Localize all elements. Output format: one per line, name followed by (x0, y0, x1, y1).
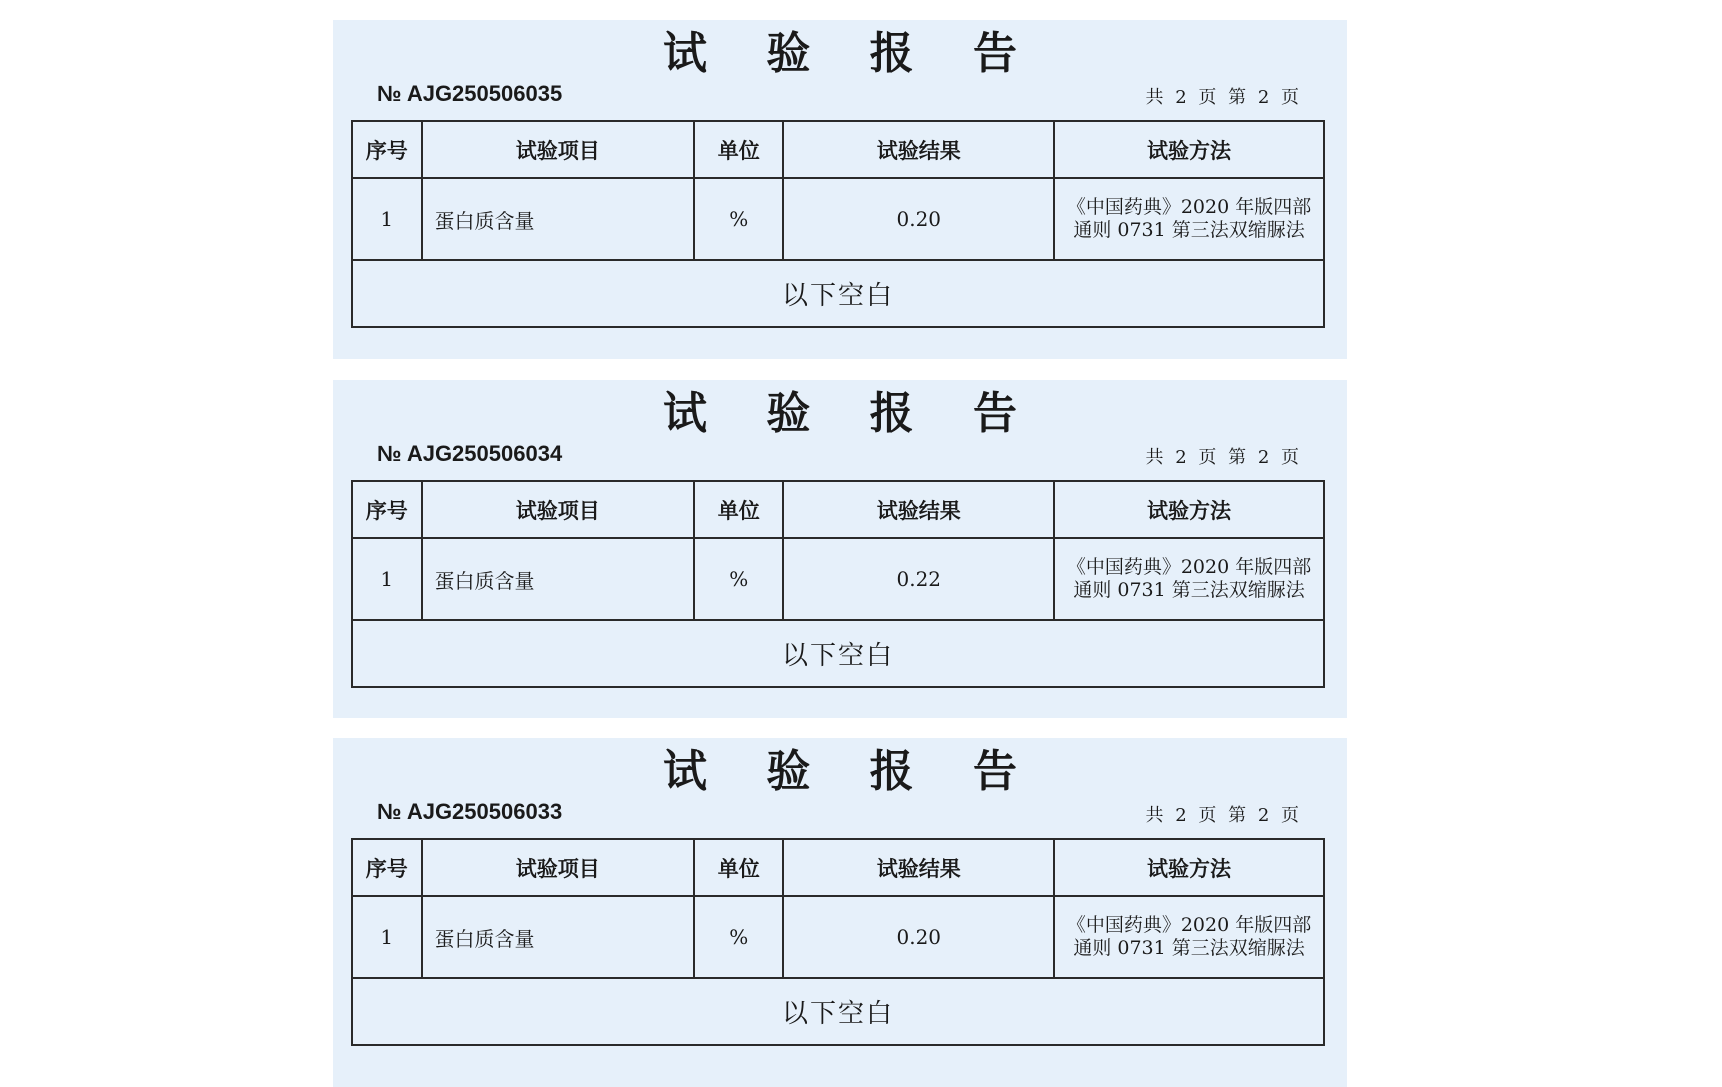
cell-result: 0.20 (783, 178, 1054, 260)
report-title: 试 验 报 告 (663, 746, 1039, 797)
table-header-row (352, 839, 1324, 896)
report-title: 试 验 报 告 (663, 388, 1039, 439)
cell-item: 蛋白质含量 (422, 896, 695, 978)
cell-seq: 1 (352, 896, 422, 978)
table-row (352, 178, 1324, 260)
cell-unit: % (694, 178, 783, 260)
header-result: 试验结果 (783, 481, 1054, 538)
header-item: 试验项目 (422, 121, 695, 178)
header-result: 试验结果 (783, 839, 1054, 896)
cell-item: 蛋白质含量 (422, 178, 695, 260)
cell-result: 0.20 (783, 896, 1054, 978)
cell-unit: % (694, 538, 783, 620)
blank-note: 以下空白 (352, 620, 1324, 687)
header-method: 试验方法 (1054, 121, 1324, 178)
report-number: № AJG250506033 (377, 799, 563, 824)
cell-unit: % (694, 896, 783, 978)
cell-method: 《中国药典》2020 年版四部通则 0731 第三法双缩脲法 (1054, 538, 1324, 620)
blank-note: 以下空白 (352, 260, 1324, 327)
report-title: 试 验 报 告 (663, 28, 1039, 79)
cell-method: 《中国药典》2020 年版四部通则 0731 第三法双缩脲法 (1054, 178, 1324, 260)
report-number: № AJG250506034 (377, 441, 563, 466)
report-number: № AJG250506035 (377, 81, 563, 106)
results-table (351, 838, 1325, 1046)
table-header-row (352, 481, 1324, 538)
cell-seq: 1 (352, 538, 422, 620)
table-row (352, 538, 1324, 620)
header-item: 试验项目 (422, 481, 695, 538)
blank-row (352, 260, 1324, 327)
results-table (351, 120, 1325, 328)
cell-result: 0.22 (783, 538, 1054, 620)
table-header-row (352, 121, 1324, 178)
cell-item: 蛋白质含量 (422, 538, 695, 620)
blank-note: 以下空白 (352, 978, 1324, 1045)
header-seq: 序号 (352, 121, 422, 178)
header-unit: 单位 (694, 839, 783, 896)
report-panel (333, 380, 1347, 718)
report-panel (333, 738, 1347, 1087)
header-method: 试验方法 (1054, 481, 1324, 538)
page-info: 共 2 页 第 2 页 (1145, 87, 1299, 108)
cell-seq: 1 (352, 178, 422, 260)
results-table (351, 480, 1325, 688)
header-unit: 单位 (694, 481, 783, 538)
header-item: 试验项目 (422, 839, 695, 896)
cell-method: 《中国药典》2020 年版四部通则 0731 第三法双缩脲法 (1054, 896, 1324, 978)
header-unit: 单位 (694, 121, 783, 178)
header-method: 试验方法 (1054, 839, 1324, 896)
page-info: 共 2 页 第 2 页 (1145, 447, 1299, 468)
table-row (352, 896, 1324, 978)
blank-row (352, 620, 1324, 687)
header-seq: 序号 (352, 839, 422, 896)
blank-row (352, 978, 1324, 1045)
header-seq: 序号 (352, 481, 422, 538)
page-info: 共 2 页 第 2 页 (1145, 805, 1299, 826)
header-result: 试验结果 (783, 121, 1054, 178)
report-panel (333, 20, 1347, 359)
